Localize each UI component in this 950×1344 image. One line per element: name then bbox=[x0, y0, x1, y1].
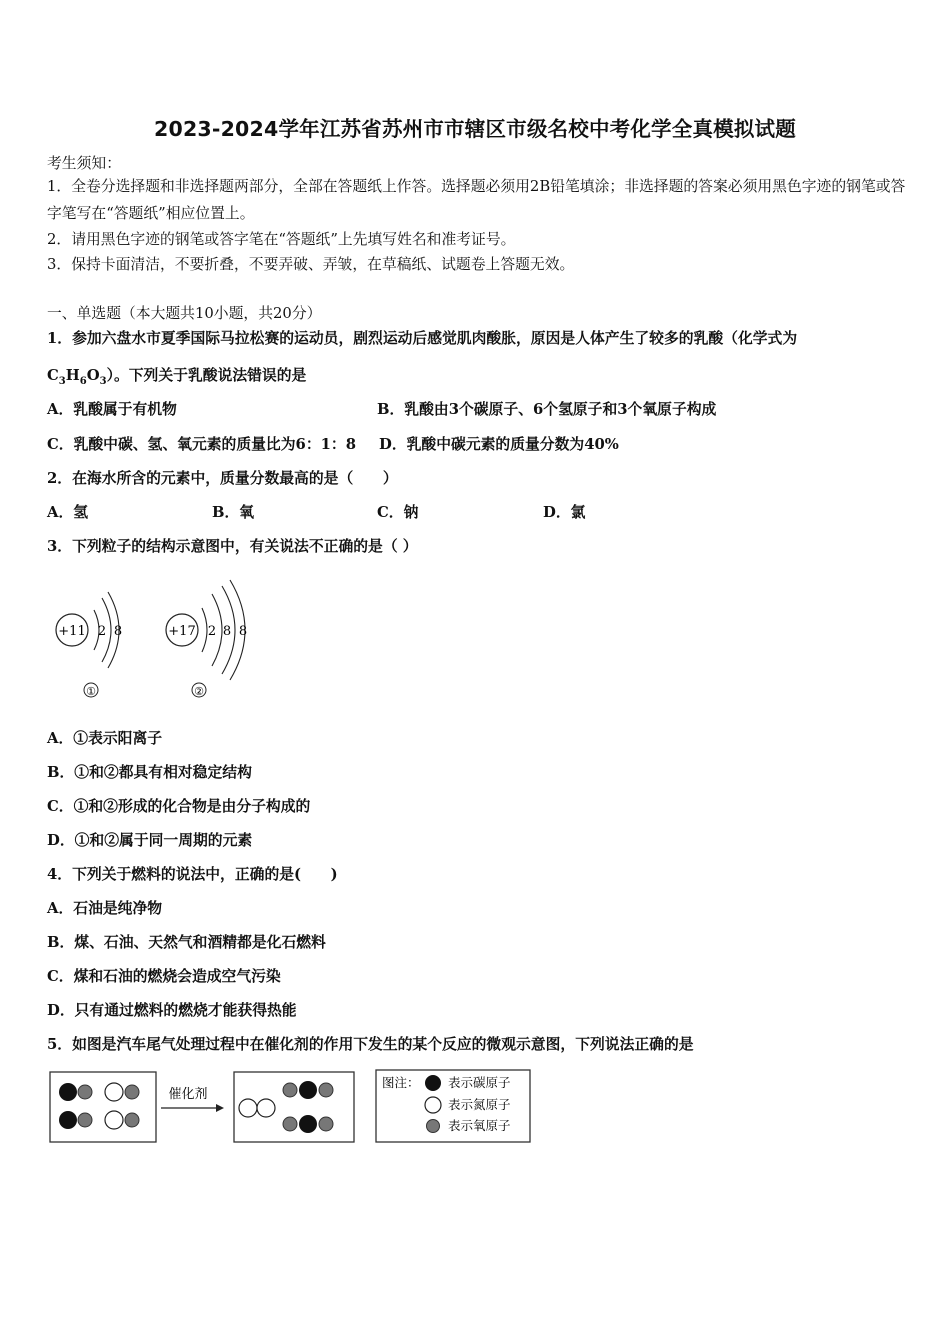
q5-legend-oxygen-icon bbox=[427, 1120, 440, 1133]
notice-item-2: 2．请用黑色字迹的钢笔或答字笔在“答题纸”上先填写姓名和准考证号。 bbox=[47, 231, 516, 248]
q5-arrow-head bbox=[216, 1104, 224, 1112]
q3-stem: 3．下列粒子的结构示意图中，有关说法不正确的是（ ） bbox=[47, 538, 418, 555]
q3-p2-shell-count-2: 8 bbox=[222, 624, 232, 639]
section-heading: 一、单选题（本大题共10小题，共20分） bbox=[47, 305, 322, 322]
q4-option-a: A．石油是纯净物 bbox=[47, 900, 163, 917]
notice-item-3: 3．保持卡面清洁，不要折叠，不要弄破、弄皱，在草稿纸、试题卷上答题无效。 bbox=[47, 256, 575, 273]
q5-carbon-atom bbox=[299, 1081, 317, 1099]
q5-reactants-box bbox=[50, 1072, 156, 1142]
q3-option-d: D．①和②属于同一周期的元素 bbox=[47, 832, 253, 849]
q5-oxygen-atom bbox=[283, 1083, 297, 1097]
q4-stem: 4．下列关于燃料的说法中，正确的是( ) bbox=[47, 866, 338, 883]
q5-nitrogen-atom bbox=[239, 1099, 257, 1117]
q1-formula-c: C bbox=[47, 367, 59, 384]
q2-option-c: C．钠 bbox=[377, 504, 419, 521]
q3-option-b: B．①和②都具有相对稳定结构 bbox=[47, 764, 252, 781]
q3-p2-shell-count-3: 8 bbox=[238, 624, 248, 639]
q5-legend-carbon-icon bbox=[425, 1075, 441, 1091]
q1-option-d: D．乳酸中碳元素的质量分数为40% bbox=[379, 436, 619, 453]
q4-option-b: B．煤、石油、天然气和酒精都是化石燃料 bbox=[47, 934, 326, 951]
q1-stem: 1．参加六盘水市夏季国际马拉松赛的运动员，剧烈运动后感觉肌肉酸胀，原因是人体产生了较多的乳酸（化学式为 bbox=[47, 330, 798, 347]
q5-nitrogen-atom bbox=[105, 1111, 123, 1129]
q5-catalyst-label: 催化剂 bbox=[168, 1087, 208, 1102]
q5-oxygen-atom bbox=[319, 1117, 333, 1131]
q2-option-d: D．氯 bbox=[543, 504, 586, 521]
q2-stem: 2．在海水所含的元素中，质量分数最高的是（ ） bbox=[47, 470, 398, 487]
q3-p1-nucleus-label: +11 bbox=[58, 624, 86, 639]
q1-stem-formula bbox=[47, 364, 306, 387]
q5-oxygen-atom bbox=[78, 1085, 92, 1099]
q2-option-a: A．氢 bbox=[47, 504, 89, 521]
q5-nitrogen-atom bbox=[257, 1099, 275, 1117]
q5-nitrogen-atom bbox=[105, 1083, 123, 1101]
q1-option-c: C．乳酸中碳、氢、氧元素的质量比为6：1：8 bbox=[47, 436, 357, 453]
q1-formula-h: H bbox=[65, 367, 80, 384]
q5-oxygen-atom bbox=[78, 1113, 92, 1127]
q3-p2-shell-count-1: 2 bbox=[207, 624, 217, 639]
q3-option-a: A．①表示阳离子 bbox=[47, 730, 163, 747]
q5-oxygen-atom bbox=[125, 1113, 139, 1127]
q5-carbon-atom bbox=[59, 1111, 77, 1129]
q5-oxygen-atom bbox=[283, 1117, 297, 1131]
q5-oxygen-atom bbox=[319, 1083, 333, 1097]
page-title: 2023-2024学年江苏省苏州市市辖区市级名校中考化学全真模拟试题 bbox=[154, 117, 796, 141]
q5-oxygen-atom bbox=[125, 1085, 139, 1099]
q1-formula-o-sub: 3 bbox=[99, 375, 107, 387]
q4-option-c: C．煤和石油的燃烧会造成空气污染 bbox=[47, 968, 281, 985]
notice-item-1: 1．全卷分选择题和非选择题两部分，全部在答题纸上作答。选择题必须用2B铅笔填涂；非选择题的答案必须用黑色字迹的钢笔或答字笔写在“答题纸”相应位置上。 bbox=[47, 178, 906, 222]
q1-option-a: A．乳酸属于有机物 bbox=[47, 401, 177, 418]
q1-formula-o: O bbox=[86, 367, 100, 384]
q5-legend-nitrogen: 表示氮原子 bbox=[448, 1097, 511, 1112]
q5-legend-title: 图注： bbox=[382, 1075, 420, 1090]
q5-legend-oxygen: 表示氧原子 bbox=[448, 1118, 511, 1133]
q3-p2-shell-1 bbox=[202, 608, 207, 652]
q3-atom-structure-figure bbox=[40, 570, 270, 705]
q1-formula-h-sub: 6 bbox=[79, 375, 87, 387]
q3-p1-shell-count-1: 2 bbox=[97, 624, 107, 639]
q5-reaction-figure bbox=[48, 1068, 538, 1148]
q3-p2-label: ② bbox=[194, 685, 204, 698]
q2-option-b: B．氧 bbox=[212, 504, 255, 521]
q5-legend-carbon: 表示碳原子 bbox=[448, 1075, 511, 1090]
q1-formula-c-sub: 3 bbox=[58, 375, 66, 387]
q3-p1-shell-count-2: 8 bbox=[113, 624, 123, 639]
q1-stem-tail: ）。下列关于乳酸说法错误的是 bbox=[106, 367, 307, 384]
q5-stem: 5．如图是汽车尾气处理过程中在催化剂的作用下发生的某个反应的微观示意图，下列说法正确的是 bbox=[47, 1036, 694, 1053]
q3-p2-nucleus-label: +17 bbox=[168, 624, 196, 639]
notice-heading: 考生须知： bbox=[47, 155, 121, 172]
q1-option-b: B．乳酸由3个碳原子、6个氢原子和3个氧原子构成 bbox=[377, 401, 717, 418]
q4-option-d: D．只有通过燃料的燃烧才能获得热能 bbox=[47, 1002, 297, 1019]
q3-p1-label: ① bbox=[86, 685, 96, 698]
q5-legend-nitrogen-icon bbox=[425, 1097, 441, 1113]
q3-option-c: C．①和②形成的化合物是由分子构成的 bbox=[47, 798, 311, 815]
q5-carbon-atom bbox=[59, 1083, 77, 1101]
q5-carbon-atom bbox=[299, 1115, 317, 1133]
